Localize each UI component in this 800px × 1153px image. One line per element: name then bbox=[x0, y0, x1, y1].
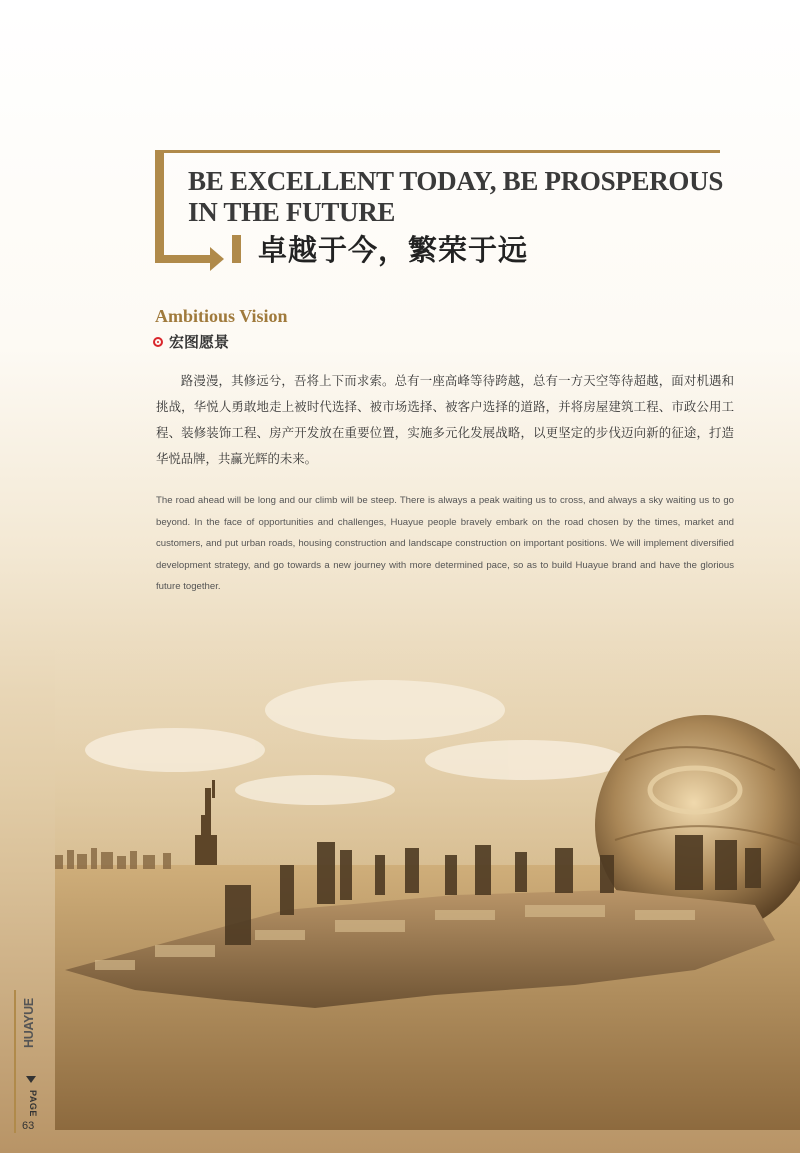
section-title-en: Ambitious Vision bbox=[155, 306, 288, 326]
body-text-en: The road ahead will be long and our climb will be steep. There is always a peak waiting us to cross, and always a sky waiting us to go beyond. In the face of opportunities and challenges, Huayue people bravely embark on the road chosen by the times, market and customers, and put urban roads, housing construction and landscape construction on important positions. We will implement diversified development strategy, and go towards a new journey with more determined pace, so as to build Huayue brand and have the glorious future together. bbox=[156, 495, 734, 592]
city-island-illustration bbox=[55, 640, 800, 1130]
triangle-down-icon bbox=[26, 1076, 36, 1083]
brand-logo: HUAYUE bbox=[22, 998, 36, 1048]
body-text-zh: 路漫漫，其修远兮，吾将上下而求索。总有一座高峰等待跨越，总有一方天空等待超越，面对机遇和挑战，华悦人勇敢地走上被时代选择、被市场选择、被客户选择的道路，并将房屋建筑工程、市政公用工程、装修装饰工程、房产开发放在重要位置，实施多元化发展战略，以更坚定的步伐迈向新的征途，打造华悦品牌，共赢光辉的未来。 bbox=[156, 373, 734, 466]
page-title-zh: 卓越于今，繁荣于远 bbox=[258, 233, 529, 267]
frame-inner-rule bbox=[232, 235, 241, 263]
section-title-row bbox=[153, 331, 229, 352]
target-icon bbox=[153, 337, 163, 347]
frame-left-rule bbox=[155, 150, 164, 263]
section-title-zh: 宏图愿景 bbox=[169, 333, 230, 351]
frame-bottom-rule bbox=[155, 255, 210, 263]
page-title-en: BE EXCELLENT TODAY, BE PROSPEROUS IN THE FUTURE bbox=[188, 166, 724, 227]
sidebar-rule bbox=[14, 990, 16, 1133]
page-number: 63 bbox=[22, 1120, 35, 1132]
frame-top-rule bbox=[155, 150, 720, 153]
frame-notch bbox=[210, 247, 224, 271]
page-label: PAGE bbox=[28, 1090, 38, 1117]
